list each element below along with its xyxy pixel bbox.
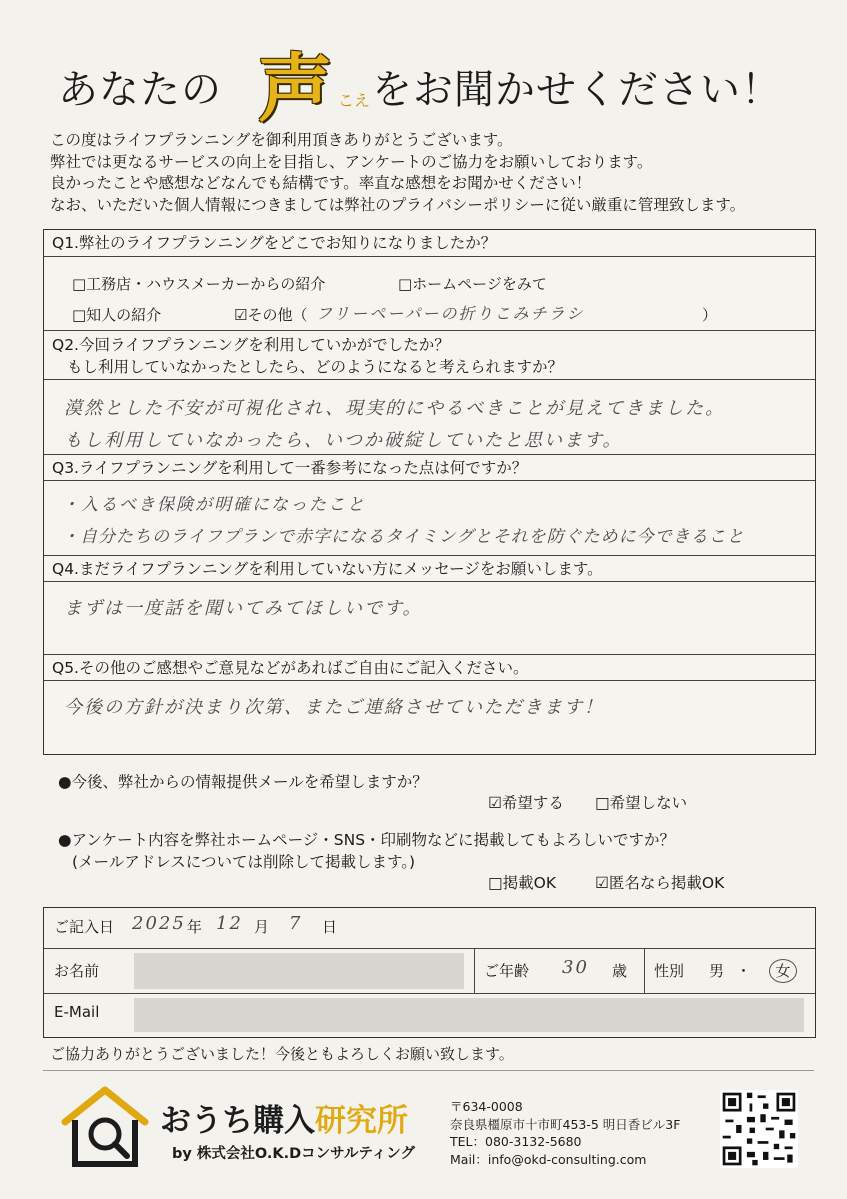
gender-separator: ・ — [736, 962, 752, 980]
company-address — [450, 1098, 680, 1168]
q5-heading: Q5.その他のご感想やご意見などがあればご自由にご記入ください。 — [44, 654, 815, 681]
name-label: お名前 — [54, 962, 100, 980]
gender-female[interactable]: 女 — [769, 959, 797, 983]
q1-option-builder[interactable]: □工務店・ハウスメーカーからの紹介 — [72, 275, 326, 293]
footer-divider — [43, 1070, 814, 1071]
q2-line1: Q2.今回ライフプランニングを利用していかがでしたか？ — [52, 336, 450, 354]
qr-code-icon[interactable] — [720, 1090, 798, 1168]
q2-answer-line2: もし利用していなかったら、いつか破綻していたと思います。 — [64, 430, 623, 451]
intro-line: なお、いただいた個人情報につきましては弊社のプライバシーポリシーに従い厳重に管理致します。 — [50, 195, 746, 214]
mail-no-checkbox[interactable]: □希望しない — [595, 794, 688, 812]
month-value[interactable]: 12 — [216, 913, 243, 934]
thanks-text: ご協力ありがとうございました！今後ともよろしくお願い致します。 — [50, 1045, 514, 1063]
personal-info-form — [43, 907, 816, 1038]
intro-line: 弊社では更なるサービスの向上を目指し、アンケートのご協力をお願いしております。 — [50, 152, 653, 171]
q1-heading: Q1.弊社のライフプランニングをどこでお知りになりましたか？ — [44, 230, 815, 257]
q1-option-homepage[interactable]: □ホームページをみて — [398, 275, 547, 293]
gender-male[interactable]: 男 — [709, 962, 725, 980]
publish-note: (メールアドレスについては削除して掲載します。) — [72, 853, 416, 871]
q4-answer: まずは一度話を聞いてみてほしいです。 — [64, 598, 423, 619]
q5-answer: 今後の方針が決まり次第、またご連絡させていただきます！ — [64, 697, 604, 718]
form-col-divider — [644, 948, 645, 993]
publish-ok-checkbox[interactable]: □掲載OK — [488, 874, 557, 892]
mail-yes-checkbox[interactable]: ☑希望する — [488, 794, 564, 812]
intro-line: この度はライフプランニングを御利用頂きありがとうございます。 — [50, 131, 513, 149]
logo-text-a: おうち購入 — [160, 1103, 315, 1139]
company-name: by 株式会社O.K.Dコンサルティング — [172, 1146, 415, 1162]
form-col-divider — [474, 948, 475, 993]
question-box — [43, 229, 816, 755]
q2-heading — [44, 330, 815, 380]
intro-line: 良かったことや感想などなんでも結構です。率直な感想をお聞かせください！ — [50, 174, 592, 192]
q2-answer-line1: 漠然とした不安が可視化され、現実的にやるべきことが見えてきました。 — [64, 398, 726, 419]
month-label: 月 — [254, 918, 270, 936]
age-unit: 歳 — [612, 962, 628, 980]
street-address: 奈良県橿原市十市町453-5 明日香ビル3F — [450, 1116, 681, 1132]
age-label: ご年齢 — [484, 962, 530, 980]
gender-label: 性別 — [654, 962, 685, 980]
q1-option-acquaintance[interactable]: □知人の紹介 — [72, 306, 162, 324]
q2-line2: もし利用していなかったとしたら、どのようになると考えられますか？ — [67, 358, 564, 376]
date-label: ご記入日 — [54, 918, 115, 936]
logo-text — [160, 1095, 408, 1140]
year-label: 年 — [187, 918, 203, 936]
mail-question: ●今後、弊社からの情報提供メールを希望しますか？ — [58, 773, 428, 791]
q1-option-other[interactable]: ☑その他（ — [234, 306, 308, 324]
page-title — [0, 40, 847, 130]
q4-heading: Q4.まだライフプランニングを利用していない方にメッセージをお願いします。 — [44, 555, 815, 582]
form-row-divider — [44, 948, 815, 949]
title-before: あなたの — [58, 67, 222, 113]
q1-other-answer: フリーペーパーの折りこみチラシ — [316, 304, 585, 323]
q1-option-other-close: ） — [702, 306, 718, 324]
logo-text-b: 研究所 — [315, 1103, 408, 1139]
q3-answer-line1: ・入るべき保険が明確になったこと — [62, 495, 366, 515]
email-redacted[interactable] — [134, 998, 804, 1032]
day-label: 日 — [322, 918, 338, 936]
name-redacted[interactable] — [134, 953, 464, 989]
publish-question: ●アンケート内容を弊社ホームページ・SNS・印刷物などに掲載してもよろしいですか？ — [58, 831, 676, 849]
form-row-divider — [44, 993, 815, 994]
title-ruby: こえ — [338, 91, 371, 110]
q3-answer-line2: ・自分たちのライフプランで赤字になるタイミングとそれを防ぐために今できること — [62, 527, 745, 547]
house-magnifier-logo-icon — [55, 1082, 155, 1174]
publish-anon-checkbox[interactable]: ☑匿名なら掲載OK — [595, 874, 725, 892]
age-value[interactable]: 30 — [562, 957, 589, 978]
intro-text — [50, 130, 810, 216]
phone: TEL：080-3132-5680 — [450, 1134, 582, 1149]
email-address[interactable]: Mail：info@okd-consulting.com — [450, 1151, 647, 1167]
day-value[interactable]: 7 — [289, 913, 303, 934]
year-value[interactable]: 2025 — [132, 913, 186, 934]
title-after: をお聞かせください！ — [372, 67, 782, 113]
title-koe: 声 — [258, 46, 332, 132]
email-label: E-Mail — [54, 1003, 100, 1021]
q3-heading: Q3.ライフプランニングを利用して一番参考になった点は何ですか？ — [44, 454, 815, 481]
postal-code: 〒634-0008 — [450, 1099, 523, 1114]
